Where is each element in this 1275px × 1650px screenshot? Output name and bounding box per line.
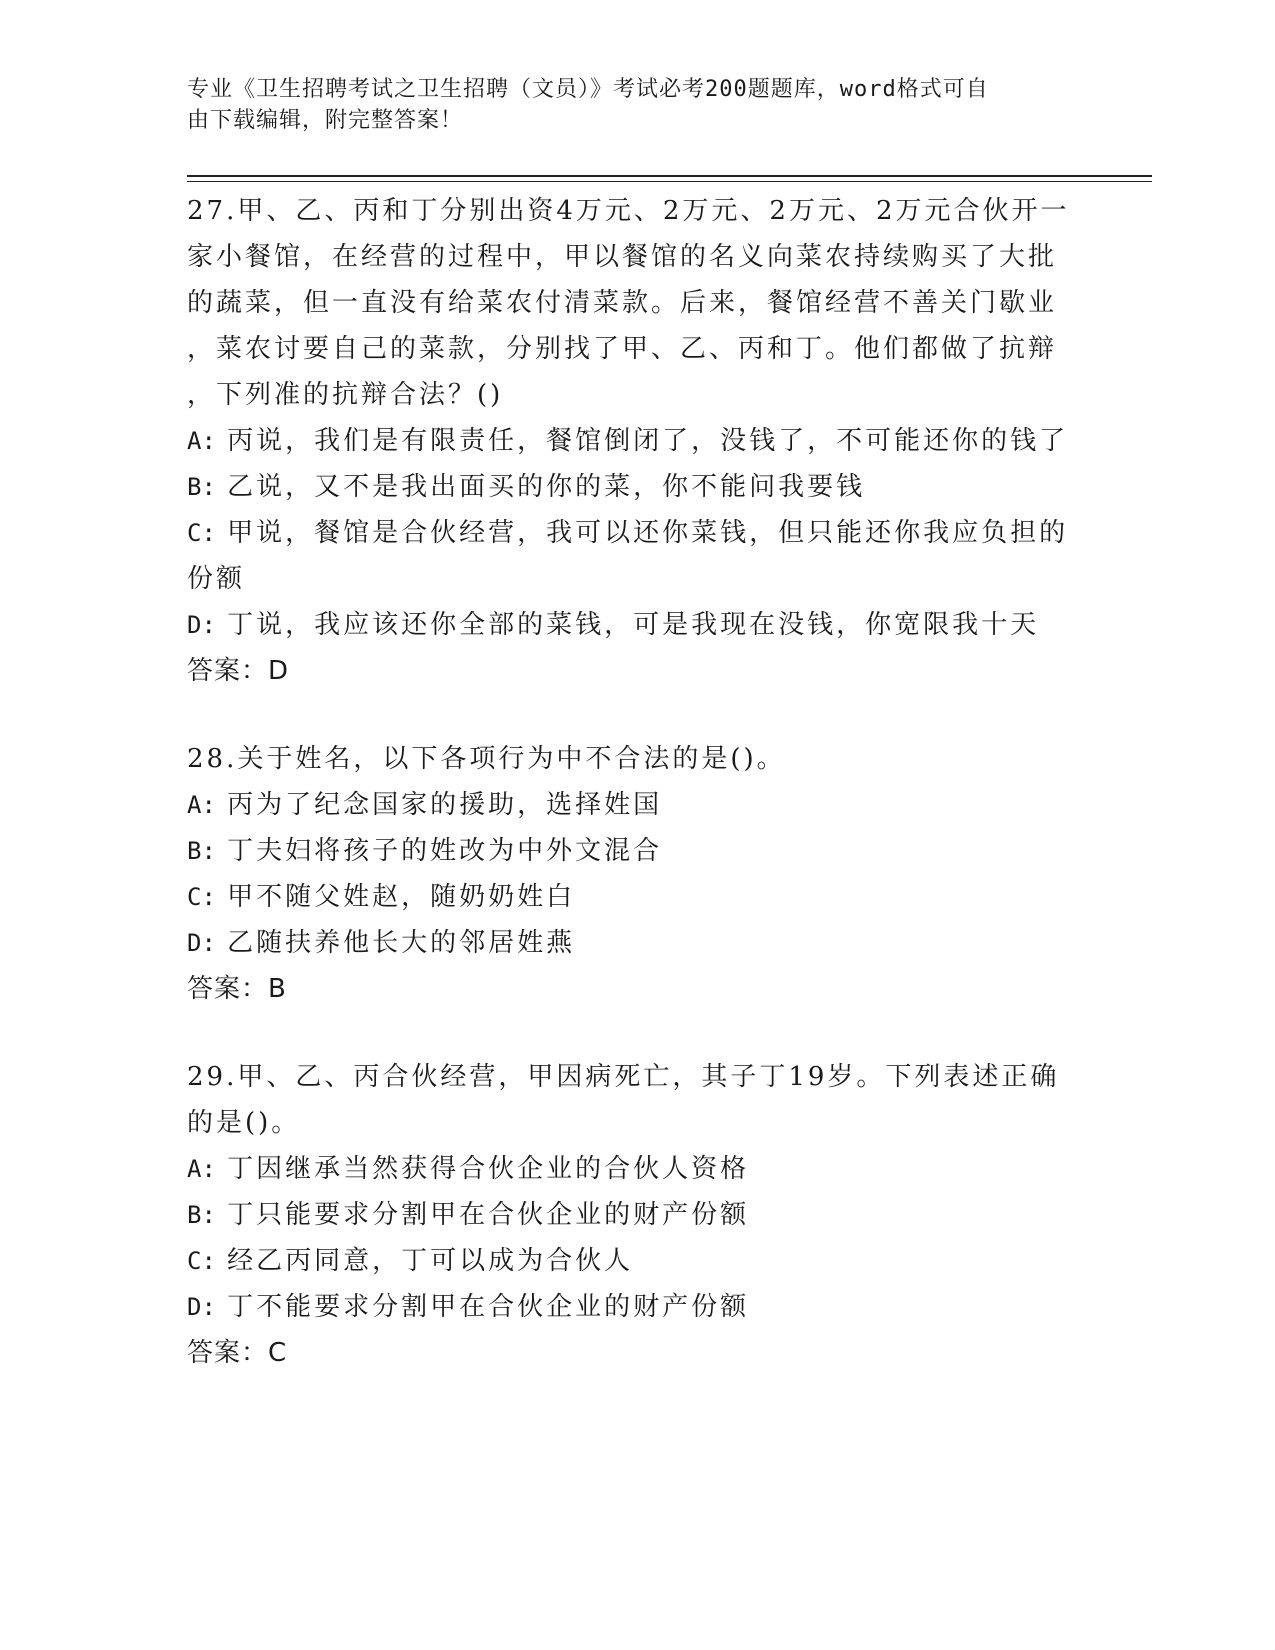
- option-text: 丁说，我应该还你全部的菜钱，可是我现在没钱，你宽限我十天: [227, 610, 1040, 640]
- option-c: [187, 1238, 1087, 1284]
- option-text: 丁因继承当然获得合伙企业的合伙人资格: [227, 1154, 750, 1184]
- header-line-2: 由下载编辑，附完整答案！: [187, 108, 464, 133]
- option-text: 乙随扶养他长大的邻居姓燕: [227, 928, 576, 958]
- answer-label: 答案：B: [187, 974, 287, 1004]
- option-a: [187, 1146, 1087, 1192]
- option-b: [187, 828, 1087, 874]
- option-text: 甲说，餐馆是合伙经营，我可以还你菜钱，但只能还你我应负担的: [227, 518, 1069, 548]
- question-27: [187, 188, 1087, 694]
- option-letter: C:: [187, 519, 216, 547]
- question-28: [187, 736, 1087, 1012]
- option-d: [187, 602, 1087, 648]
- option-text: 丙说，我们是有限责任，餐馆倒闭了，没钱了，不可能还你的钱了: [227, 426, 1069, 456]
- option-text: 丁夫妇将孩子的姓改为中外文混合: [227, 836, 663, 866]
- question-stem-line: 27.甲、乙、丙和丁分别出资4万元、2万元、2万元、2万元合伙开一: [187, 196, 1070, 226]
- option-letter: A:: [187, 791, 216, 819]
- option-text: 丁只能要求分割甲在合伙企业的财产份额: [227, 1200, 750, 1230]
- option-letter: B:: [187, 1201, 216, 1229]
- question-stem-line: ，菜农讨要自己的菜款，分别找了甲、乙、丙和丁。他们都做了抗辩: [187, 334, 1058, 364]
- header-divider-thin: [187, 181, 1152, 182]
- option-letter: D:: [187, 929, 216, 957]
- option-text: 甲不随父姓赵，随奶奶姓白: [227, 882, 576, 912]
- option-b: [187, 464, 1087, 510]
- option-letter: C:: [187, 883, 216, 911]
- option-letter: C:: [187, 1247, 216, 1275]
- question-stem-line: 的蔬菜，但一直没有给菜农付清菜款。后来，餐馆经营不善关门歇业: [187, 288, 1058, 318]
- page-header: [187, 74, 1067, 136]
- answer-label: 答案：D: [187, 656, 290, 686]
- option-d: [187, 1284, 1087, 1330]
- option-a: [187, 782, 1087, 828]
- option-text: 经乙丙同意，丁可以成为合伙人: [227, 1246, 634, 1276]
- option-letter: D:: [187, 1293, 216, 1321]
- question-stem-line: 29.甲、乙、丙合伙经营，甲因病死亡，其子丁19岁。下列表述正确: [187, 1062, 1060, 1092]
- answer-label: 答案：C: [187, 1338, 288, 1368]
- option-c-continuation: 份额: [187, 564, 246, 594]
- option-letter: A:: [187, 427, 216, 455]
- question-stem-line: 家小餐馆，在经营的过程中，甲以餐馆的名义向菜农持续购买了大批: [187, 242, 1058, 272]
- question-29: [187, 1054, 1087, 1376]
- question-stem-line: 的是()。: [187, 1108, 301, 1138]
- option-letter: B:: [187, 837, 216, 865]
- option-c: [187, 874, 1087, 920]
- option-letter: A:: [187, 1155, 216, 1183]
- option-d: [187, 920, 1087, 966]
- question-list: [187, 188, 1087, 1418]
- question-stem-line: ，下列准的抗辩合法？(): [187, 380, 504, 410]
- option-text: 乙说，又不是我出面买的你的菜，你不能问我要钱: [227, 472, 866, 502]
- header-line-1: 专业《卫生招聘考试之卫生招聘（文员）》考试必考200题题库，word格式可自: [187, 77, 989, 102]
- option-letter: D:: [187, 611, 216, 639]
- question-stem-line: 28.关于姓名，以下各项行为中不合法的是()。: [187, 744, 786, 774]
- option-letter: B:: [187, 473, 216, 501]
- option-a: [187, 418, 1087, 464]
- option-c: [187, 510, 1087, 556]
- option-b: [187, 1192, 1087, 1238]
- option-text: 丙为了纪念国家的援助，选择姓国: [227, 790, 663, 820]
- option-text: 丁不能要求分割甲在合伙企业的财产份额: [227, 1292, 750, 1322]
- header-divider-thick: [187, 175, 1152, 177]
